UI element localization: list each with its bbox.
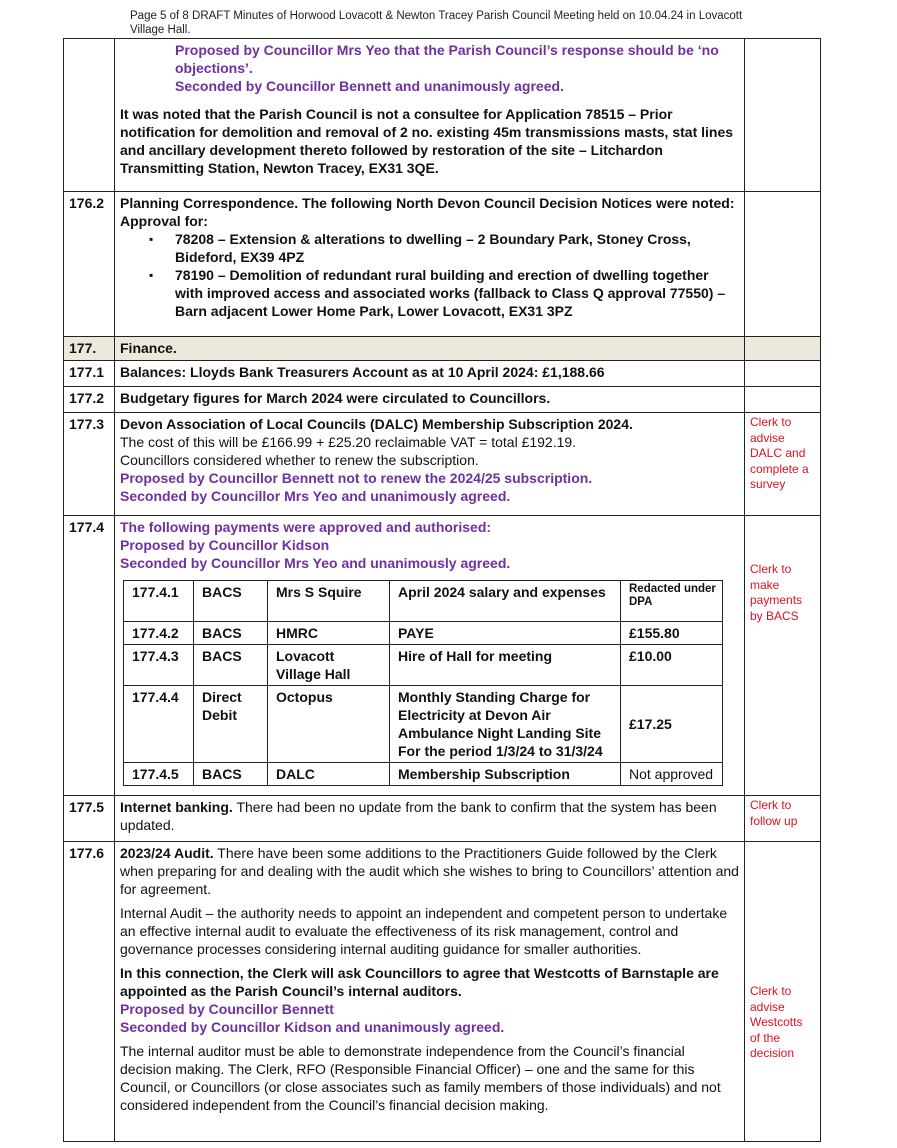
table-row — [124, 581, 723, 622]
action-note: Clerk to advise DALC and complete a survey — [750, 415, 809, 491]
action-cell — [745, 796, 821, 842]
auditor-proposal: In this connection, the Clerk will ask Councillors to agree that Westcotts of Barnstaple are appointed as the Parish Council’s internal auditors. — [120, 965, 719, 999]
item-number: 177.3 — [64, 413, 115, 516]
payee: Lovacott Village Hall — [268, 645, 390, 686]
table-row — [124, 686, 723, 763]
action-cell — [745, 361, 821, 387]
list-item: ▪ 78190 – Demolition of redundant rural building and erection of dwelling together with improved access and associated works (fallback to Class Q approval 77550) – Barn adjacent Lower Home Park, Lower Lovacott, EX31 3PZ — [175, 266, 739, 320]
approved-text: The following payments were approved and authorised: — [120, 519, 492, 535]
table-row — [64, 796, 821, 842]
action-note: Clerk to make payments by BACS — [750, 562, 803, 623]
seconded-text: Seconded by Councillor Bennett and unanimously agreed. — [175, 78, 564, 94]
payment-amount: £10.00 — [621, 645, 723, 686]
planning-intro: Planning Correspondence. The following North Devon Council Decision Notices were noted: — [120, 195, 735, 211]
item-number-cell — [64, 39, 115, 192]
payment-method: BACS — [194, 622, 268, 645]
dalc-title: Devon Association of Local Councils (DALC) Membership Subscription 2024. — [120, 416, 633, 432]
payment-amount: Redacted under DPA — [621, 581, 723, 622]
dalc-consider: Councillors considered whether to renew the subscription. — [120, 452, 479, 468]
action-note: Clerk to advise Westcotts of the decision — [750, 984, 803, 1060]
payment-ref: 177.4.2 — [124, 622, 194, 645]
action-cell — [745, 39, 821, 192]
seconded-text: Seconded by Councillor Mrs Yeo and unanimously agreed. — [120, 488, 511, 504]
action-cell — [745, 337, 821, 361]
internal-audit-text: Internal Audit – the authority needs to appoint an independent and competent person to undertake an effective internal audit to evaluate the effectiveness of its risk management, control and governance processes considering internal auditing guidance for smaller authorities. — [120, 905, 728, 957]
approval-label: Approval for: — [120, 213, 208, 229]
payment-ref: 177.4.4 — [124, 686, 194, 763]
item-number: 177.6 — [64, 842, 115, 1142]
internet-banking-text: There had been no update from the bank to confirm that the system has been updated. — [120, 799, 717, 833]
table-row — [124, 622, 723, 645]
action-cell — [745, 842, 821, 1142]
item-number: 177.2 — [64, 387, 115, 413]
payment-description: April 2024 salary and expenses — [390, 581, 621, 622]
item-content — [115, 516, 745, 796]
item-number: 176.2 — [64, 192, 115, 337]
payment-ref: 177.4.1 — [124, 581, 194, 622]
seconded-text: Seconded by Councillor Kidson and unanimously agreed. — [120, 1019, 505, 1035]
table-row — [64, 413, 821, 516]
payments-table — [123, 580, 723, 786]
proposed-text: Proposed by Councillor Bennett — [120, 1001, 334, 1017]
payment-description: Monthly Standing Charge for Electricity at Devon Air Ambulance Night Landing Site For the period 1/3/24 to 31/3/24 — [390, 686, 621, 763]
item-number: 177. — [64, 337, 115, 361]
dalc-cost: The cost of this will be £166.99 + £25.20 reclaimable VAT = total £192.19. — [120, 434, 577, 450]
payment-method: BACS — [194, 763, 268, 786]
proposed-text: Proposed by Councillor Mrs Yeo that the Parish Council’s response should be ‘no objections’. — [175, 42, 719, 76]
action-cell — [745, 516, 821, 796]
internet-banking-title: Internet banking. — [120, 799, 233, 815]
table-row — [64, 387, 821, 413]
item-content — [115, 413, 745, 516]
proposed-text: Proposed by Councillor Kidson — [120, 537, 330, 553]
payment-description: Membership Subscription — [390, 763, 621, 786]
item-content — [115, 192, 745, 337]
table-row — [124, 645, 723, 686]
proposed-text: Proposed by Councillor Bennett not to renew the 2024/25 subscription. — [120, 470, 593, 486]
item-content — [115, 39, 745, 192]
action-note: Clerk to follow up — [750, 798, 798, 828]
section-title: Finance. — [115, 337, 745, 361]
payment-description: Hire of Hall for meeting — [390, 645, 621, 686]
audit-intro: There have been some additions to the Practitioners Guide followed by the Clerk when preparing for and dealing with the audit which she wishes to bring to Councillors’ attention and for agreement. — [120, 845, 739, 897]
action-cell — [745, 387, 821, 413]
page-header: Page 5 of 8 DRAFT Minutes of Horwood Lovacott & Newton Tracey Parish Council Meeting held on 10.04.24 in Lovacott Village Hall. — [130, 10, 743, 36]
table-row — [64, 192, 821, 337]
table-row — [64, 337, 821, 361]
table-row — [64, 361, 821, 387]
item-number: 177.5 — [64, 796, 115, 842]
payee: Mrs S Squire — [268, 581, 390, 622]
item-number: 177.1 — [64, 361, 115, 387]
audit-title: 2023/24 Audit. — [120, 845, 214, 861]
payment-amount: Not approved — [621, 763, 723, 786]
action-cell — [745, 192, 821, 337]
budget-text: Budgetary figures for March 2024 were circulated to Councillors. — [115, 387, 745, 413]
payee: DALC — [268, 763, 390, 786]
table-row — [124, 763, 723, 786]
list-item: ▪ 78208 – Extension & alterations to dwelling – 2 Boundary Park, Stoney Cross, Bideford, EX39 4PZ — [175, 230, 739, 266]
payee: HMRC — [268, 622, 390, 645]
item-number: 177.4 — [64, 516, 115, 796]
table-row — [64, 516, 821, 796]
balances-text: Balances: Lloyds Bank Treasurers Account as at 10 April 2024: £1,188.66 — [115, 361, 745, 387]
payment-method: BACS — [194, 645, 268, 686]
minutes-table — [63, 38, 821, 1142]
noted-text: It was noted that the Parish Council is not a consultee for Application 78515 – Prior notification for demolition and removal of 2 no. existing 45m transmissions masts, stat lines and ancillary development thereto followed by restoration of the site – Litchardon Transmitting Station, Newton Tracey, EX31 3QE. — [120, 106, 734, 176]
action-cell — [745, 413, 821, 516]
payment-method: Direct Debit — [194, 686, 268, 763]
decision-list — [120, 230, 739, 320]
seconded-text: Seconded by Councillor Mrs Yeo and unanimously agreed. — [120, 555, 511, 571]
payment-ref: 177.4.5 — [124, 763, 194, 786]
payee: Octopus — [268, 686, 390, 763]
item-content — [115, 842, 745, 1142]
payment-ref: 177.4.3 — [124, 645, 194, 686]
independence-text: The internal auditor must be able to demonstrate independence from the Council’s financial decision making. The Clerk, RFO (Responsible Financial Officer) – one and the same for this Council, or Councillors (or close associates such as family members of those individuals) and not considered independent from the Council’s financial decision making. — [120, 1043, 721, 1113]
payment-amount: £17.25 — [621, 686, 723, 763]
payment-amount: £155.80 — [621, 622, 723, 645]
payment-description: PAYE — [390, 622, 621, 645]
payment-method: BACS — [194, 581, 268, 622]
table-row — [64, 842, 821, 1142]
table-row — [64, 39, 821, 192]
item-content — [115, 796, 745, 842]
